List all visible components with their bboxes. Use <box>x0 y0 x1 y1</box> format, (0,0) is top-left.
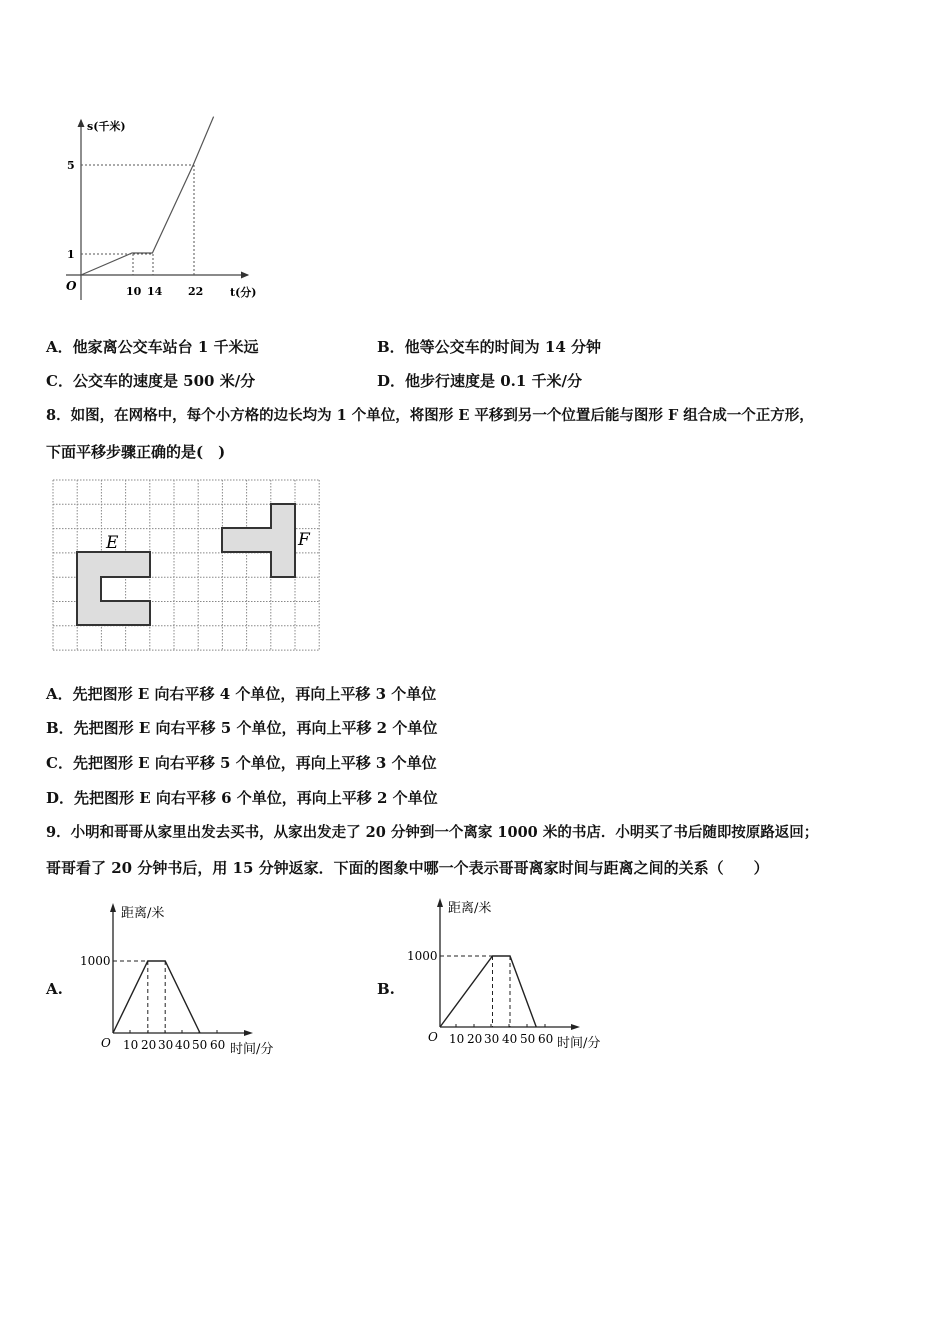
y-tick-1: 1 <box>67 248 75 261</box>
origin-label: O <box>66 279 77 293</box>
x-tick-label: 20 <box>141 1038 157 1052</box>
q8-option-d: D．先把图形 E 向右平移 6 个单位，再向上平移 2 个单位 <box>46 789 438 807</box>
origin-label: O <box>428 1030 438 1044</box>
q8-option-b: B．先把图形 E 向右平移 5 个单位，再向上平移 2 个单位 <box>46 719 438 737</box>
x-tick-10: 10 <box>126 285 142 298</box>
q9-question-line1: 9．小明和哥哥从家里出发去买书，从家出发走了 20 分钟到一个离家 1000 米的书店．小明买了书后随即按原路返回； <box>46 824 819 841</box>
x-tick-label: 20 <box>467 1032 483 1046</box>
x-tick-label: 60 <box>538 1032 554 1046</box>
origin-label: O <box>101 1036 111 1050</box>
y-axis-arrow-icon <box>437 898 443 907</box>
y-tick-label: 1000 <box>407 949 438 963</box>
x-tick-label: 30 <box>484 1032 500 1046</box>
label-e: E <box>106 533 119 553</box>
y-axis-label: 距离/米 <box>121 906 165 921</box>
graph-line <box>440 956 536 1027</box>
q7-option-a: A．他家离公交车站台 1 千米远 <box>46 338 259 356</box>
x-tick-label: 10 <box>449 1032 465 1046</box>
x-tick-label: 10 <box>123 1038 139 1052</box>
q7-option-c: C．公交车的速度是 500 米/分 <box>46 372 256 390</box>
y-axis-label: s(千米) <box>87 120 126 133</box>
q7-option-d: D．他步行速度是 0.1 千米/分 <box>377 372 583 390</box>
q8-question-line1: 8．如图，在网格中，每个小方格的边长均为 1 个单位，将图形 E 平移到另一个位置后能与图形 F 组合成一个正方形， <box>46 407 814 424</box>
x-tick-label: 30 <box>158 1038 174 1052</box>
x-tick-22: 22 <box>188 285 204 298</box>
x-axis-arrow-icon <box>571 1024 580 1030</box>
x-tick-label: 50 <box>520 1032 536 1046</box>
x-axis-label: 时间/分 <box>230 1042 274 1057</box>
y-axis-label: 距离/米 <box>448 901 492 916</box>
q9-question-line2: 哥哥看了 20 分钟书后，用 15 分钟返家．下面的图象中哪一个表示哥哥离家时间与距离之间的关系（ ） <box>46 859 769 877</box>
x-tick-14: 14 <box>147 285 163 298</box>
q8-question-line2: 下面平移步骤正确的是( ) <box>46 443 226 461</box>
x-tick-label: 40 <box>175 1038 191 1052</box>
q8-option-a: A．先把图形 E 向右平移 4 个单位，再向上平移 3 个单位 <box>46 685 437 703</box>
y-tick-5: 5 <box>67 159 75 172</box>
y-tick-label: 1000 <box>80 954 111 968</box>
x-tick-label: 50 <box>192 1038 208 1052</box>
q7-option-b: B．他等公交车的时间为 14 分钟 <box>377 338 601 356</box>
q8-option-c: C．先把图形 E 向右平移 5 个单位，再向上平移 3 个单位 <box>46 754 437 772</box>
q9-option-a-label: A. <box>46 980 63 998</box>
x-tick-label: 40 <box>502 1032 518 1046</box>
x-tick-label: 60 <box>210 1038 226 1052</box>
x-axis-label: 时间/分 <box>557 1036 601 1051</box>
label-f: F <box>298 530 310 550</box>
q9-option-b-label: B. <box>377 980 395 998</box>
x-axis-label: t(分) <box>230 286 257 299</box>
